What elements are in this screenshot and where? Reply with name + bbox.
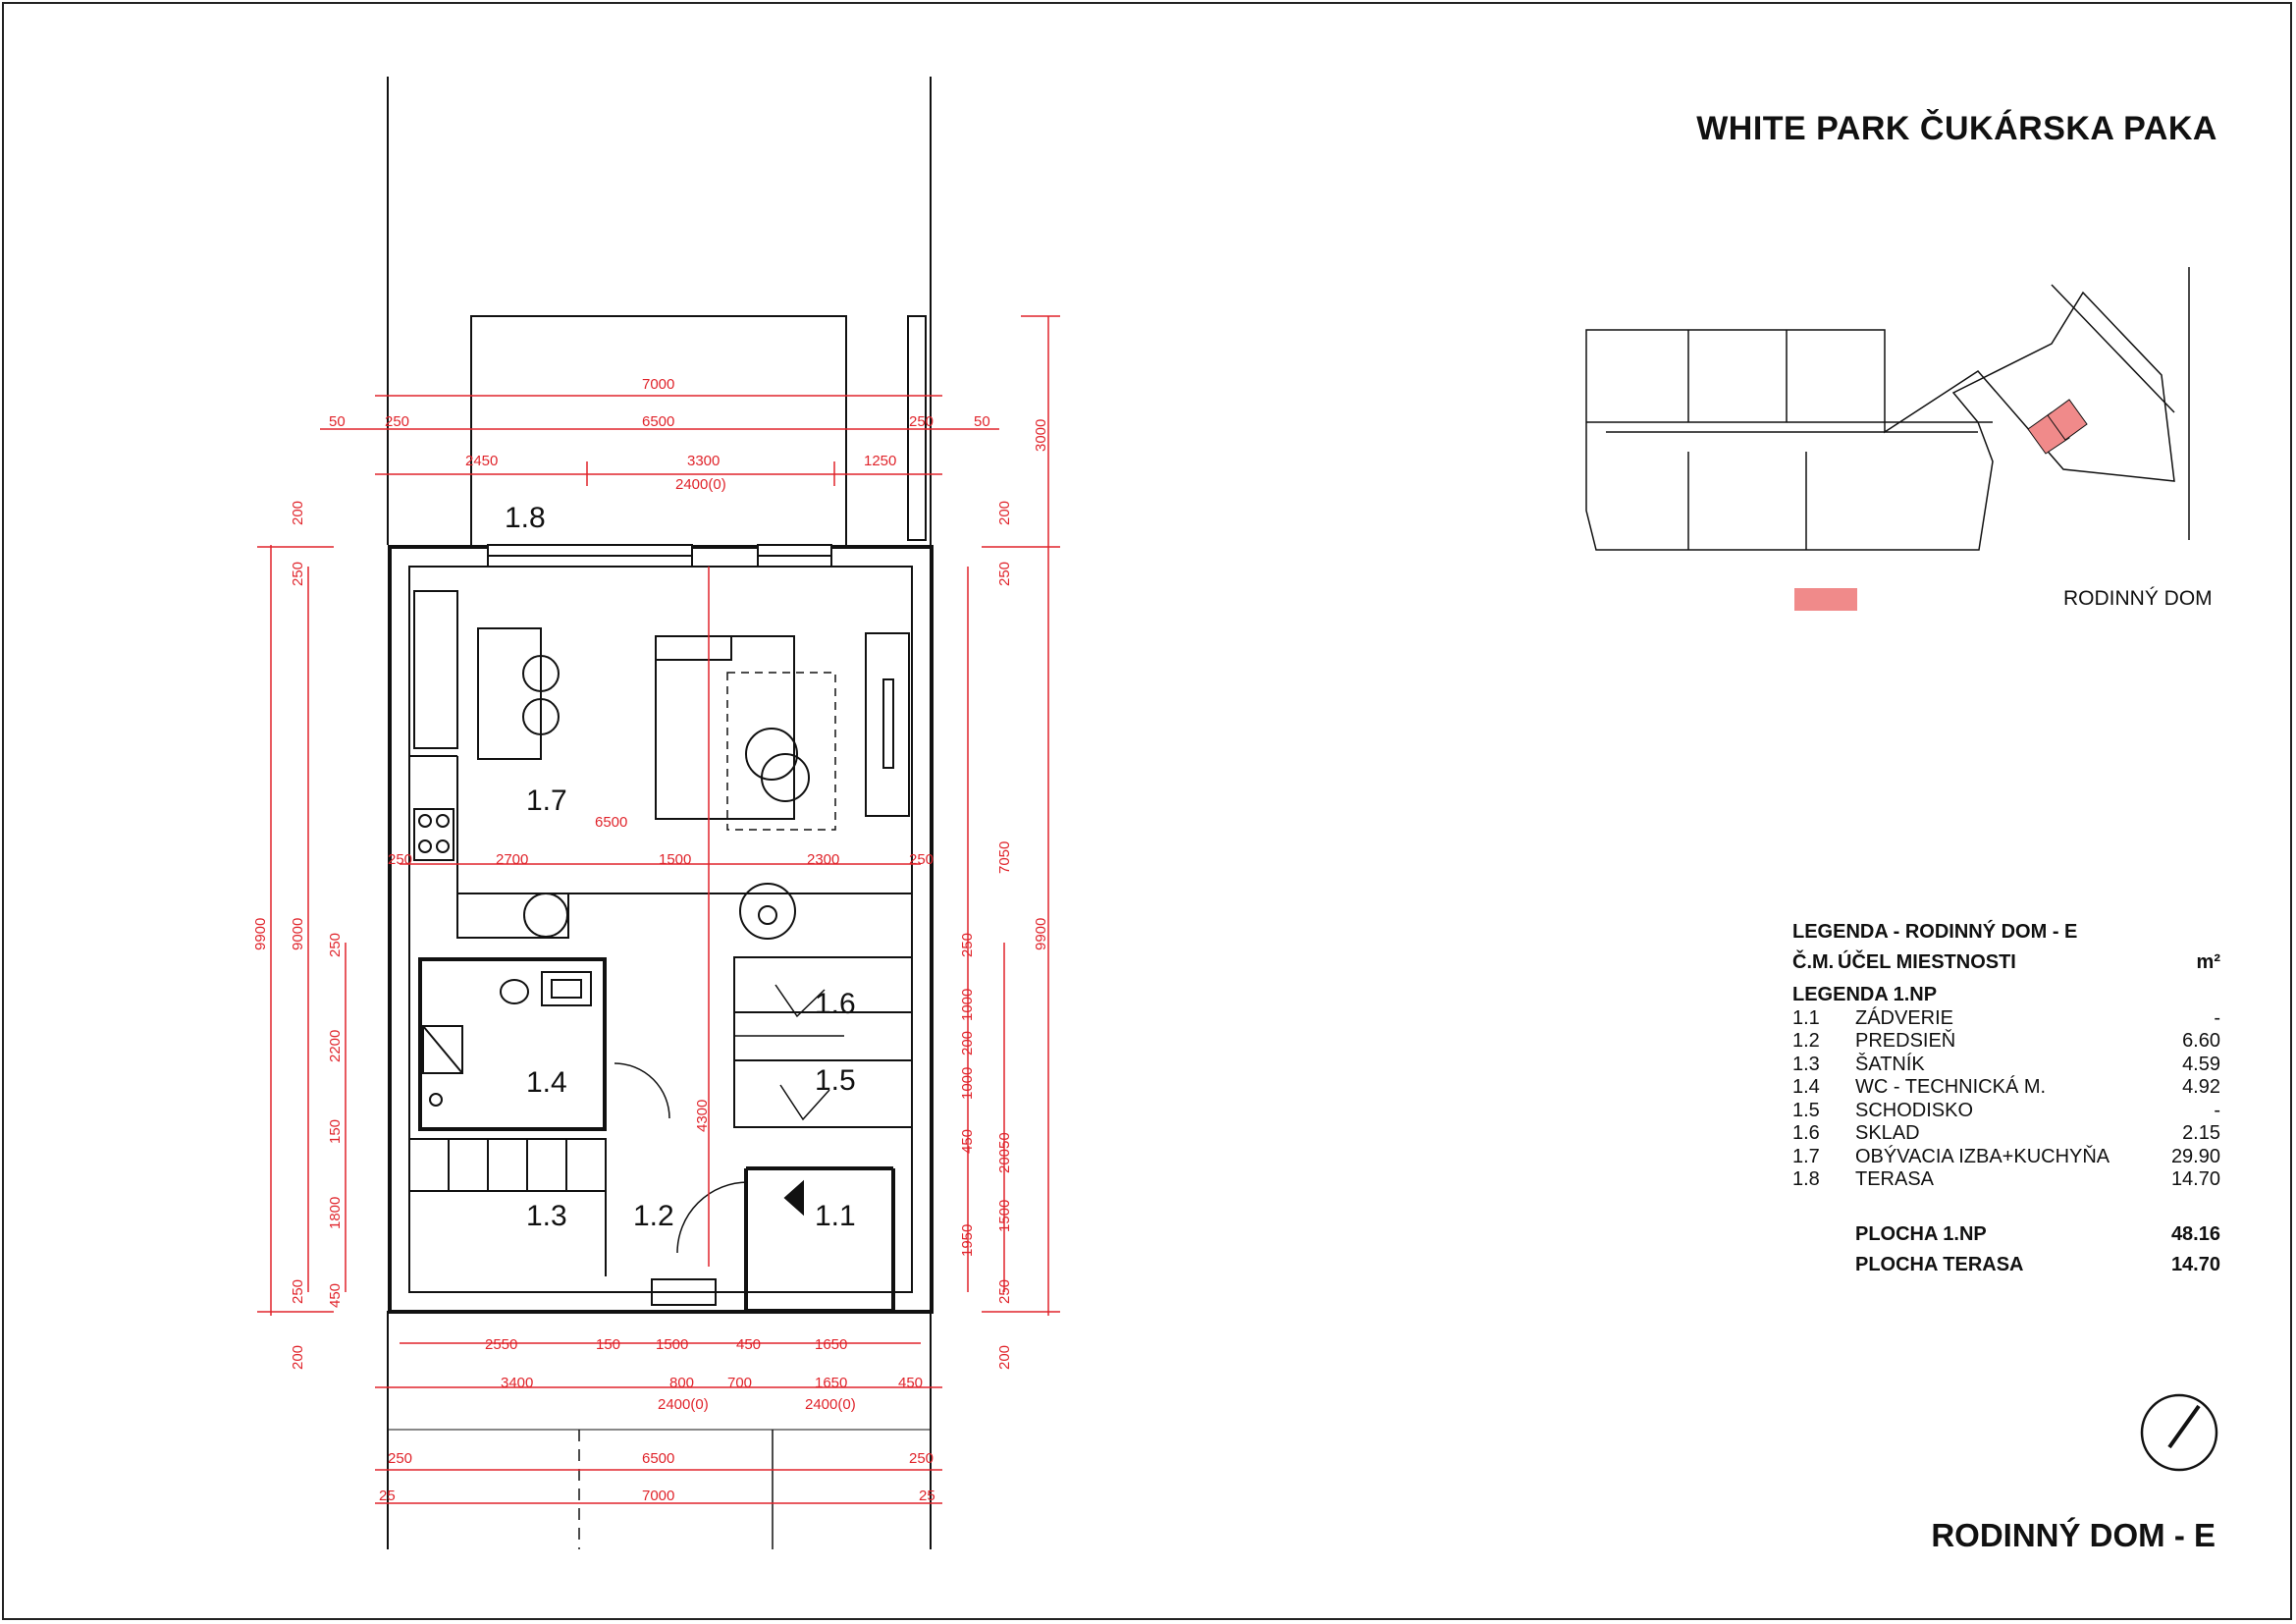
room-label-1-7: 1.7 <box>526 785 567 817</box>
legend-row-name: SKLAD <box>1855 1122 1920 1144</box>
legend-terrace-value: 14.70 <box>2170 1254 2220 1275</box>
legend-row-num: 1.3 <box>1792 1053 1820 1075</box>
dim-6500-mid: 6500 <box>595 814 628 831</box>
dim-200-top-left: 200 <box>290 500 306 525</box>
dim-2450: 2450 <box>465 453 499 469</box>
legend-terrace <box>1792 1254 2220 1277</box>
legend-row-name: WC - TECHNICKÁ M. <box>1855 1076 2047 1098</box>
room-label-1-5: 1.5 <box>815 1064 856 1097</box>
room-label-1-6: 1.6 <box>815 988 856 1020</box>
dim-250-top-left: 250 <box>385 413 410 430</box>
dim-250-upper-right: 250 <box>996 561 1013 586</box>
dim-25-right: 25 <box>919 1488 935 1504</box>
dim-200-top-right: 200 <box>996 500 1013 525</box>
dim-9900-left: 9900 <box>252 917 269 950</box>
legend-row <box>1792 1030 2220 1054</box>
dim-2700: 2700 <box>496 851 529 868</box>
legend-total-label: PLOCHA 1.NP <box>1855 1222 1987 1245</box>
dim-2400-top: 2400(0) <box>675 476 726 493</box>
legend-row-name: SCHODISKO <box>1855 1099 1974 1121</box>
legend-total <box>1792 1223 2220 1247</box>
dim-1500-right: 1500 <box>996 1199 1013 1232</box>
dim-6500-top: 6500 <box>642 413 675 430</box>
legend-row-num: 1.6 <box>1792 1122 1820 1144</box>
dim-9900-right: 9900 <box>1033 917 1049 950</box>
dim-3400: 3400 <box>501 1375 534 1391</box>
legend-row-area: 6.60 <box>2182 1030 2220 1052</box>
legend-row-name: OBÝVACIA IZBA+KUCHYŇA <box>1855 1145 2110 1167</box>
dim-200-bottom-right: 200 <box>996 1344 1013 1370</box>
legend-row-area: 14.70 <box>2170 1168 2220 1190</box>
dim-7000-top: 7000 <box>642 376 675 393</box>
legend-col-unit: m² <box>2196 950 2220 973</box>
dim-9000-left: 9000 <box>290 917 306 950</box>
dim-700: 700 <box>727 1375 753 1391</box>
legend-row-name: PREDSIEŇ <box>1855 1030 1956 1052</box>
dim-3000: 3000 <box>1033 418 1049 452</box>
legend-row-num: 1.2 <box>1792 1030 1820 1052</box>
room-label-1-1: 1.1 <box>815 1200 856 1232</box>
legend-section: LEGENDA 1.NP <box>1792 984 1938 1005</box>
dim-250-bottom-left: 250 <box>388 1450 413 1467</box>
dim-1800: 1800 <box>327 1196 344 1229</box>
legend-row-area: - <box>2214 1006 2220 1029</box>
legend-col-cm: Č.M. <box>1792 950 1835 973</box>
dim-1500-mid: 1500 <box>659 851 692 868</box>
legend-row-num: 1.5 <box>1792 1099 1820 1121</box>
dim-250-bottom-right-v: 250 <box>996 1278 1013 1304</box>
dim-7050: 7050 <box>996 840 1013 874</box>
legend-title: LEGENDA - RODINNÝ DOM - E <box>1792 921 2078 943</box>
dim-250-wc-left: 250 <box>327 932 344 957</box>
room-label-1-4: 1.4 <box>526 1066 567 1099</box>
room-label-1-2: 1.2 <box>633 1200 674 1232</box>
legend-row <box>1792 1054 2220 1077</box>
dim-450-bottom-left-v: 450 <box>327 1282 344 1308</box>
dim-200-bottom-left: 200 <box>290 1344 306 1370</box>
room-label-1-8: 1.8 <box>505 502 546 534</box>
dim-250-mid-left: 250 <box>388 851 413 868</box>
dim-1000-lower: 1000 <box>959 1066 976 1100</box>
legend-row-area: 2.15 <box>2182 1122 2220 1144</box>
dim-50-left: 50 <box>329 413 346 430</box>
dim-2400-bottom-left: 2400(0) <box>658 1396 709 1413</box>
legend-row <box>1792 1100 2220 1123</box>
dim-1250: 1250 <box>864 453 897 469</box>
dim-450-lower: 450 <box>898 1375 924 1391</box>
dim-200-mid-right: 200 <box>959 1030 976 1056</box>
dim-1500-bottom: 1500 <box>656 1336 689 1353</box>
legend-row-name: TERASA <box>1855 1168 1935 1190</box>
legend-rows <box>1792 1007 2220 1192</box>
dim-250-bottom-right: 250 <box>909 1450 934 1467</box>
dim-1000-upper: 1000 <box>959 988 976 1021</box>
legend-row-num: 1.4 <box>1792 1076 1820 1098</box>
dim-250-mid-right: 250 <box>909 851 934 868</box>
legend-row <box>1792 1007 2220 1031</box>
room-legend <box>1792 921 2220 1277</box>
dim-7000-bottom: 7000 <box>642 1488 675 1504</box>
dim-2550: 2550 <box>485 1336 518 1353</box>
project-title: WHITE PARK ČUKÁRSKA PAKA <box>1696 110 2217 147</box>
legend-row-area: 4.59 <box>2182 1053 2220 1075</box>
dim-25-left: 25 <box>379 1488 396 1504</box>
dim-2300: 2300 <box>807 851 840 868</box>
keyplan-legend-swatch <box>1794 588 1857 611</box>
legend-col-use: ÚČEL MIESTNOSTI <box>1838 950 2016 973</box>
legend-terrace-label: PLOCHA TERASA <box>1855 1254 2024 1275</box>
dim-2200: 2200 <box>327 1029 344 1062</box>
legend-row-num: 1.7 <box>1792 1145 1820 1167</box>
legend-header <box>1792 951 2220 975</box>
dim-1950: 1950 <box>959 1223 976 1257</box>
dim-250-top-right: 250 <box>909 413 934 430</box>
legend-row-area: 29.90 <box>2170 1145 2220 1167</box>
dim-50-right: 50 <box>974 413 990 430</box>
dim-2400-bottom-right: 2400(0) <box>805 1396 856 1413</box>
legend-row <box>1792 1076 2220 1100</box>
room-label-1-3: 1.3 <box>526 1200 567 1232</box>
legend-row-num: 1.1 <box>1792 1006 1820 1029</box>
legend-row-num: 1.8 <box>1792 1168 1820 1190</box>
legend-row-name: ZÁDVERIE <box>1855 1006 1954 1029</box>
dim-6500-bottom: 6500 <box>642 1450 675 1467</box>
dim-250-upper-left: 250 <box>290 561 306 586</box>
dim-150-left: 150 <box>327 1118 344 1144</box>
dim-3300: 3300 <box>687 453 721 469</box>
legend-row-area: 4.92 <box>2182 1076 2220 1098</box>
dim-250-bottom-left-v: 250 <box>290 1278 306 1304</box>
dim-250-stair-right: 250 <box>959 932 976 957</box>
dim-20050: 20050 <box>996 1132 1013 1173</box>
dim-1650-bottom: 1650 <box>815 1336 848 1353</box>
dim-450-mid-right: 450 <box>959 1128 976 1154</box>
keyplan-label: RODINNÝ DOM <box>2063 587 2213 610</box>
dim-450-bottom: 450 <box>736 1336 762 1353</box>
legend-row <box>1792 1146 2220 1169</box>
dim-4300: 4300 <box>694 1099 711 1132</box>
legend-row-area: - <box>2214 1099 2220 1121</box>
dim-1650-lower: 1650 <box>815 1375 848 1391</box>
legend-row-name: ŠATNÍK <box>1855 1053 1925 1075</box>
sheet-title: RODINNÝ DOM - E <box>1931 1517 2216 1553</box>
dim-150-bottom: 150 <box>596 1336 621 1353</box>
legend-total-value: 48.16 <box>2170 1222 2220 1245</box>
legend-row <box>1792 1168 2220 1192</box>
dim-800: 800 <box>669 1375 695 1391</box>
legend-row <box>1792 1122 2220 1146</box>
